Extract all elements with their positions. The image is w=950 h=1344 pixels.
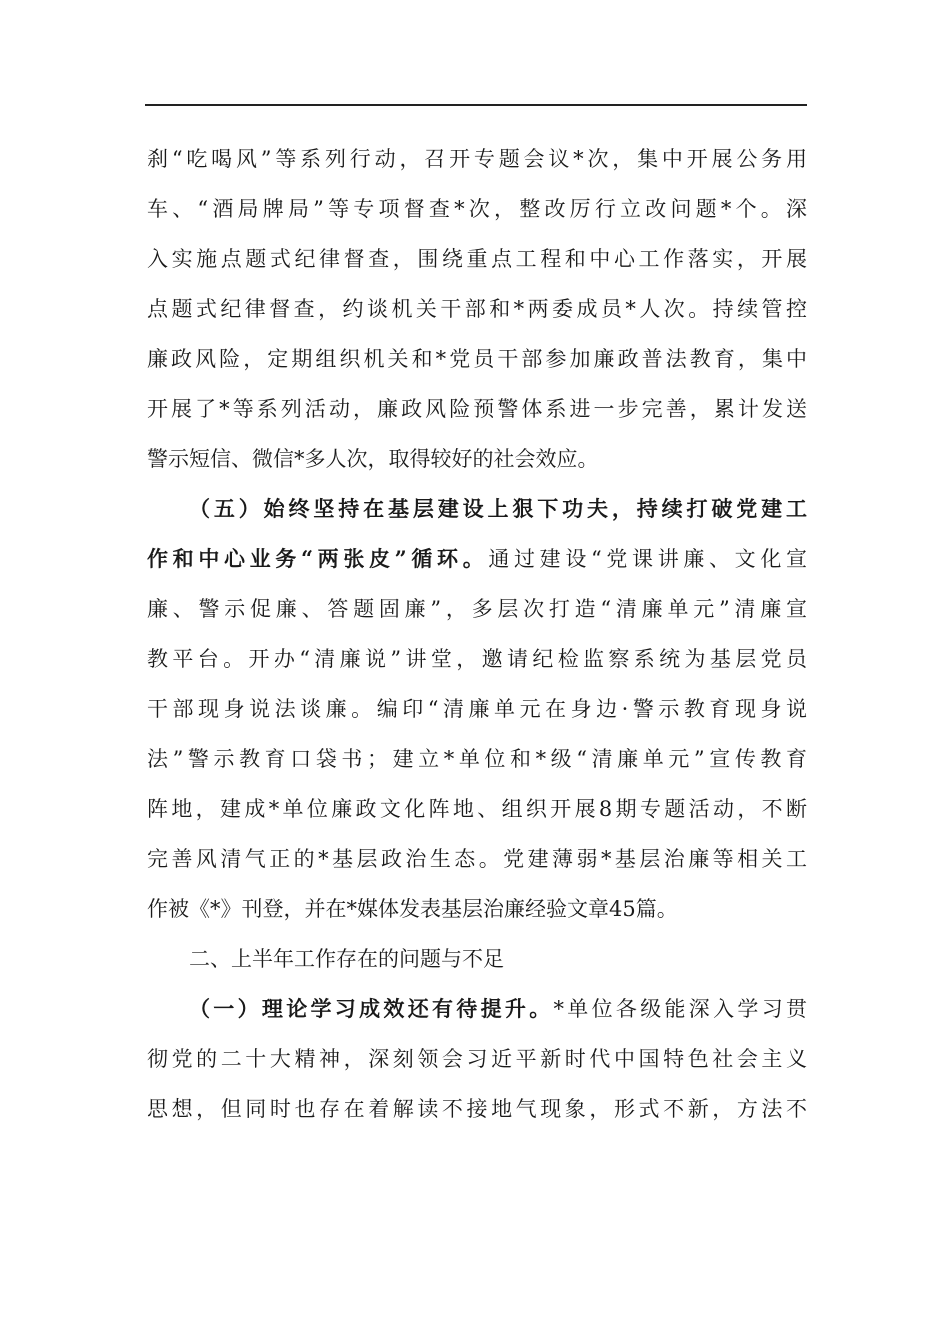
text-line: 点题式纪律督查，约谈机关干部和*两委成员*人次。持续管控: [147, 297, 807, 321]
text-line: 彻党的二十大精神，深刻领会习近平新时代中国特色社会主义: [147, 1047, 807, 1071]
paragraph-2: [147, 484, 807, 934]
text-line: 车、“酒局牌局”等专项督查*次，整改厉行立改问题*个。深: [147, 197, 807, 221]
header-rule: [145, 104, 807, 106]
text-run: *单位各级能深入学习贯: [553, 997, 807, 1021]
text-line: 廉政风险，定期组织机关和*党员干部参加廉政普法教育，集中: [147, 347, 807, 371]
document-body: [147, 134, 807, 1134]
text-line: 阵地，建成*单位廉政文化阵地、组织开展8期专题活动，不断: [147, 797, 807, 821]
section-heading: 二、上半年工作存在的问题与不足: [189, 947, 504, 971]
text-line: 教平台。开办“清廉说”讲堂，邀请纪检监察系统为基层党员: [147, 647, 807, 671]
paragraph-3: [147, 984, 807, 1134]
paragraph-heading: （五）始终坚持在基层建设上狠下功夫，持续打破党建工: [189, 496, 807, 521]
paragraph-1: [147, 134, 807, 484]
paragraph-heading: 作和中心业务“两张皮”循环。: [147, 546, 489, 571]
text-line: [147, 984, 807, 1034]
text-line: 警示短信、微信*多人次，取得较好的社会效应。: [147, 447, 599, 471]
text-line: 思想，但同时也存在着解读不接地气现象，形式不新，方法不: [147, 1097, 807, 1121]
text-line: [147, 534, 807, 584]
text-line: 刹“吃喝风”等系列行动，召开专题会议*次，集中开展公务用: [147, 147, 807, 171]
text-line: 廉、警示促廉、答题固廉”，多层次打造“清廉单元”清廉宣: [147, 597, 807, 621]
text-line: 入实施点题式纪律督查，围绕重点工程和中心工作落实，开展: [147, 247, 807, 271]
text-line: 干部现身说法谈廉。编印“清廉单元在身边·警示教育现身说: [147, 697, 807, 721]
paragraph-heading: （一）理论学习成效还有待提升。: [189, 996, 554, 1021]
text-line: 完善风清气正的*基层政治生态。党建薄弱*基层治廉等相关工: [147, 847, 807, 871]
text-line: 作被《*》刊登，并在*媒体发表基层治廉经验文章45篇。: [147, 897, 678, 921]
text-run: 通过建设“党课讲廉、文化宣: [488, 547, 807, 571]
text-line: 法”警示教育口袋书；建立*单位和*级“清廉单元”宣传教育: [147, 747, 807, 771]
text-line: 开展了*等系列活动，廉政风险预警体系进一步完善，累计发送: [147, 397, 807, 421]
